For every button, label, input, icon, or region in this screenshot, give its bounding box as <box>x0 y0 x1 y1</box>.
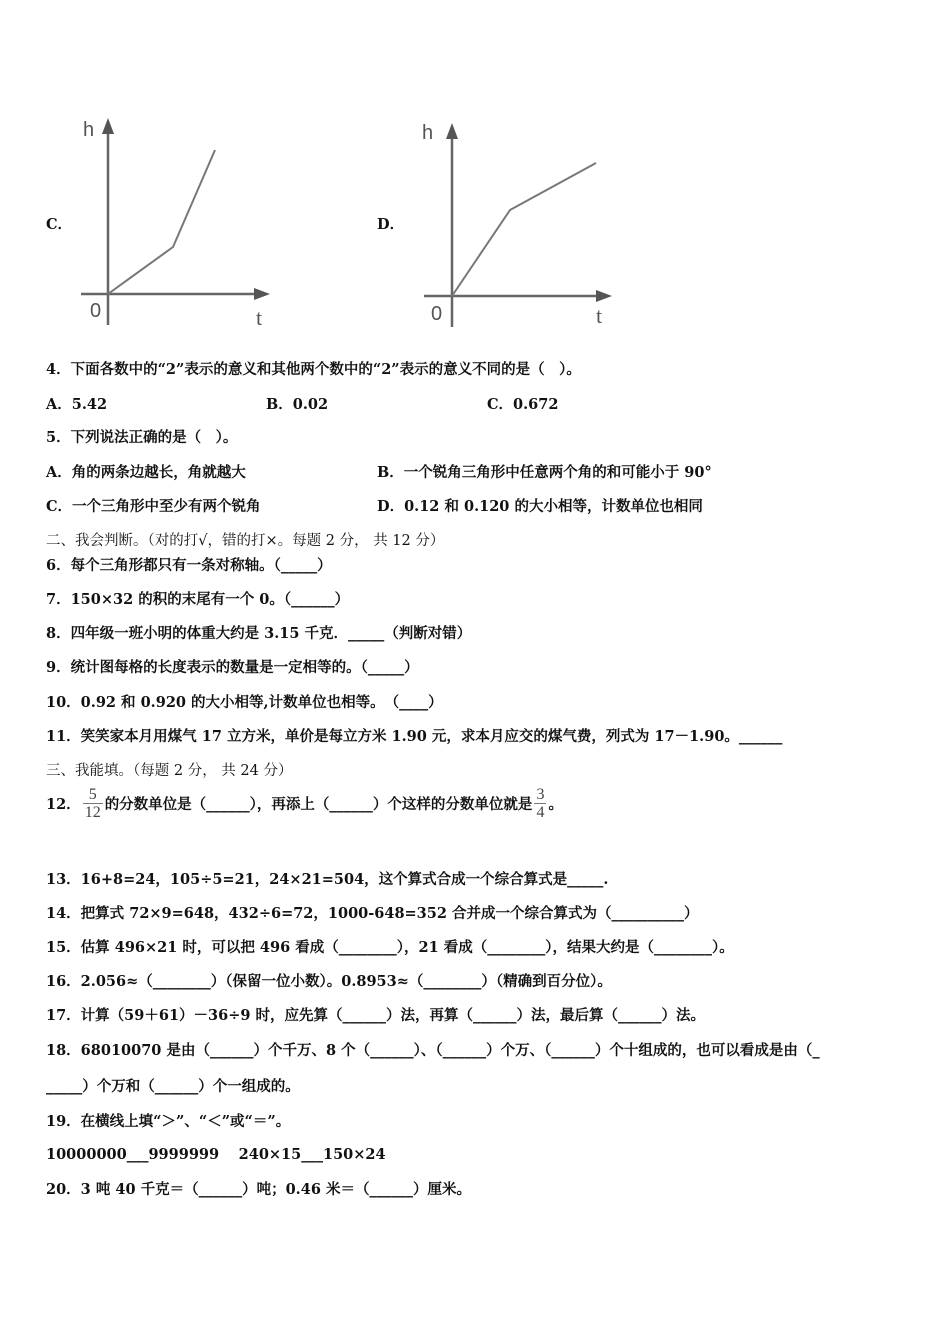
graph-c-origin-label: 0 <box>90 300 102 322</box>
question-4-option-a: A．5.42 <box>46 396 108 413</box>
graph-c-t-label: t <box>256 305 263 330</box>
question-4-option-c: C．0.672 <box>487 396 559 413</box>
question-5-option-b: B．一个锐角三角形中任意两个角的和可能小于 90° <box>377 464 712 481</box>
graph-c-h-label: h <box>83 119 95 141</box>
question-16: 16．2.056≈（________）（保留一位小数）。0.8953≈（________）（精确到百分位）。 <box>46 973 612 990</box>
graph-c-x-arrow-icon <box>254 288 270 300</box>
graph-c-y-arrow-icon <box>102 118 114 134</box>
graph-d <box>418 115 628 335</box>
question-10: 10．0.92 和 0.920 的大小相等,计数单位也相等。 （____） <box>46 694 443 711</box>
question-8: 8．四年级一班小明的体重大约是 3.15 千克．_____（判断对错） <box>46 625 472 642</box>
graph-d-t-label: t <box>596 303 603 328</box>
question-4-stem: 4．下面各数中的“2”表示的意义和其他两个数中的“2”表示的意义不同的是（ ）。 <box>46 361 581 378</box>
question-19: 19．在横线上填“＞”、“＜”或“＝”。 <box>46 1113 291 1130</box>
fraction-3-4 <box>534 786 546 821</box>
section-3-title: 三、我能填。（每题 2 分， 共 24 分） <box>46 763 293 779</box>
graph-c <box>75 110 285 335</box>
graph-c-line <box>108 150 215 294</box>
question-9: 9．统计图每格的长度表示的数量是一定相等的。（_____） <box>46 659 419 676</box>
graph-d-h-label: h <box>422 122 434 144</box>
question-17: 17．计算（59＋61）－36÷9 时，应先算（______）法，再算（______）法，最后算（______）法。 <box>46 1007 705 1024</box>
question-5-option-c: C．一个三角形中至少有两个锐角 <box>46 498 261 515</box>
question-12-prefix: 12． <box>46 796 81 813</box>
question-6: 6．每个三角形都只有一条对称轴。（_____） <box>46 557 332 574</box>
question-12 <box>46 786 563 821</box>
question-13: 13．16+8=24，105÷5=21，24×21=504，这个算式合成一个综合算式是_____. <box>46 871 609 888</box>
graph-d-origin-label: 0 <box>431 303 443 325</box>
question-15: 15．估算 496×21 时，可以把 496 看成（________），21 看成（________），结果大约是（________）。 <box>46 939 734 956</box>
section-2-title: 二、我会判断。（对的打√，错的打×。每题 2 分， 共 12 分） <box>46 533 445 549</box>
question-7: 7．150×32 的积的末尾有一个 0。（______） <box>46 591 350 608</box>
question-20: 20．3 吨 40 千克＝（______）吨；0.46 米＝（______）厘米。 <box>46 1181 471 1198</box>
fraction-5-12 <box>83 786 103 821</box>
question-19-comparisons: 10000000___9999999 240×15___150×24 <box>46 1146 386 1163</box>
question-12-middle: 的分数单位是（______），再添上（______）个这样的分数单位就是 <box>104 796 533 813</box>
question-5-stem: 5．下列说法正确的是（ ）。 <box>46 429 238 446</box>
question-18-line-2: _____）个万和（______）个一组成的。 <box>46 1078 300 1095</box>
fraction-3-4-denominator: 4 <box>536 804 545 821</box>
question-5-option-d: D．0.12 和 0.120 的大小相等，计数单位也相同 <box>377 498 703 515</box>
question-5-option-a: A．角的两条边越长，角就越大 <box>46 464 246 481</box>
graph-d-x-arrow-icon <box>596 290 612 302</box>
question-12-suffix: 。 <box>548 796 563 813</box>
question-4-option-b: B．0.02 <box>266 396 329 413</box>
option-c-label: C． <box>46 216 73 233</box>
question-11: 11．笑笑家本月用煤气 17 立方米，单价是每立方米 1.90 元，求本月应交的煤气费，列式为 17－1.90。______ <box>46 728 783 745</box>
question-14: 14．把算式 72×9=648，432÷6=72，1000-648=352 合并成一个综合算式为（__________） <box>46 905 699 922</box>
fraction-5-12-numerator: 5 <box>88 786 97 803</box>
graph-d-y-arrow-icon <box>446 123 458 139</box>
question-18-line-1: 18．68010070 是由（______）个千万、8 个（______）、（______）个万、（______）个十组成的，也可以看成是由（_ <box>46 1042 820 1059</box>
fraction-5-12-denominator: 12 <box>84 804 101 821</box>
option-d-label: D． <box>377 216 405 233</box>
graph-d-line <box>452 163 596 296</box>
fraction-3-4-numerator: 3 <box>536 786 545 803</box>
